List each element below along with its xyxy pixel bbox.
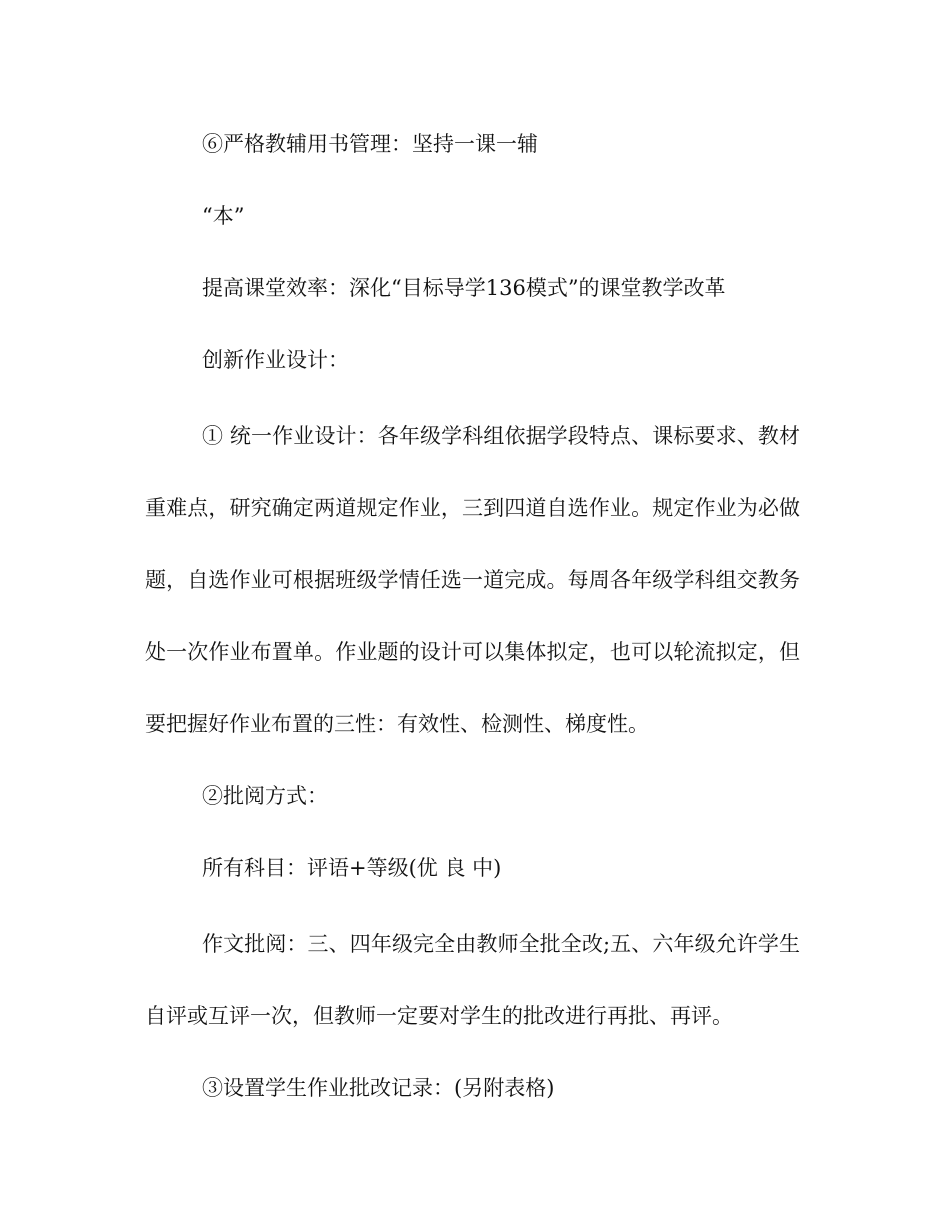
paragraph-review-method: ②批阅方式： bbox=[202, 784, 328, 808]
paragraph-unified-homework-design: ① 统一作业设计：各年级学科组依据学段特点、课标要求、教材重难点，研究确定两道规定作业，三到四道自选作业。规定作业为必做题，自选作业可根据班级学情任选一道完成。每周各年级学科组交教务处一次作业布置单。作业题的设计可以集体拟定，也可以轮流拟定，但要把握好作业布置的三性：有效性、检测性、梯度性。 bbox=[145, 424, 800, 736]
paragraph-ben: “本” bbox=[202, 204, 245, 228]
paragraph-homework-design-heading: 创新作业设计： bbox=[202, 348, 349, 372]
paragraph-homework-record: ③设置学生作业批改记录：(另附表格) bbox=[202, 1076, 555, 1100]
paragraph-composition-review: 作文批阅：三、四年级完全由教师全批全改;五、六年级允许学生自评或互评一次，但教师一定要对学生的批改进行再批、再评。 bbox=[145, 932, 800, 1028]
paragraph-all-subjects: 所有科目：评语+等级(优 良 中) bbox=[202, 856, 502, 880]
paragraph-textbook-management: ⑥严格教辅用书管理：坚持一课一辅 bbox=[202, 132, 538, 156]
paragraph-classroom-efficiency: 提高课堂效率：深化“目标导学136模式”的课堂教学改革 bbox=[202, 276, 726, 300]
